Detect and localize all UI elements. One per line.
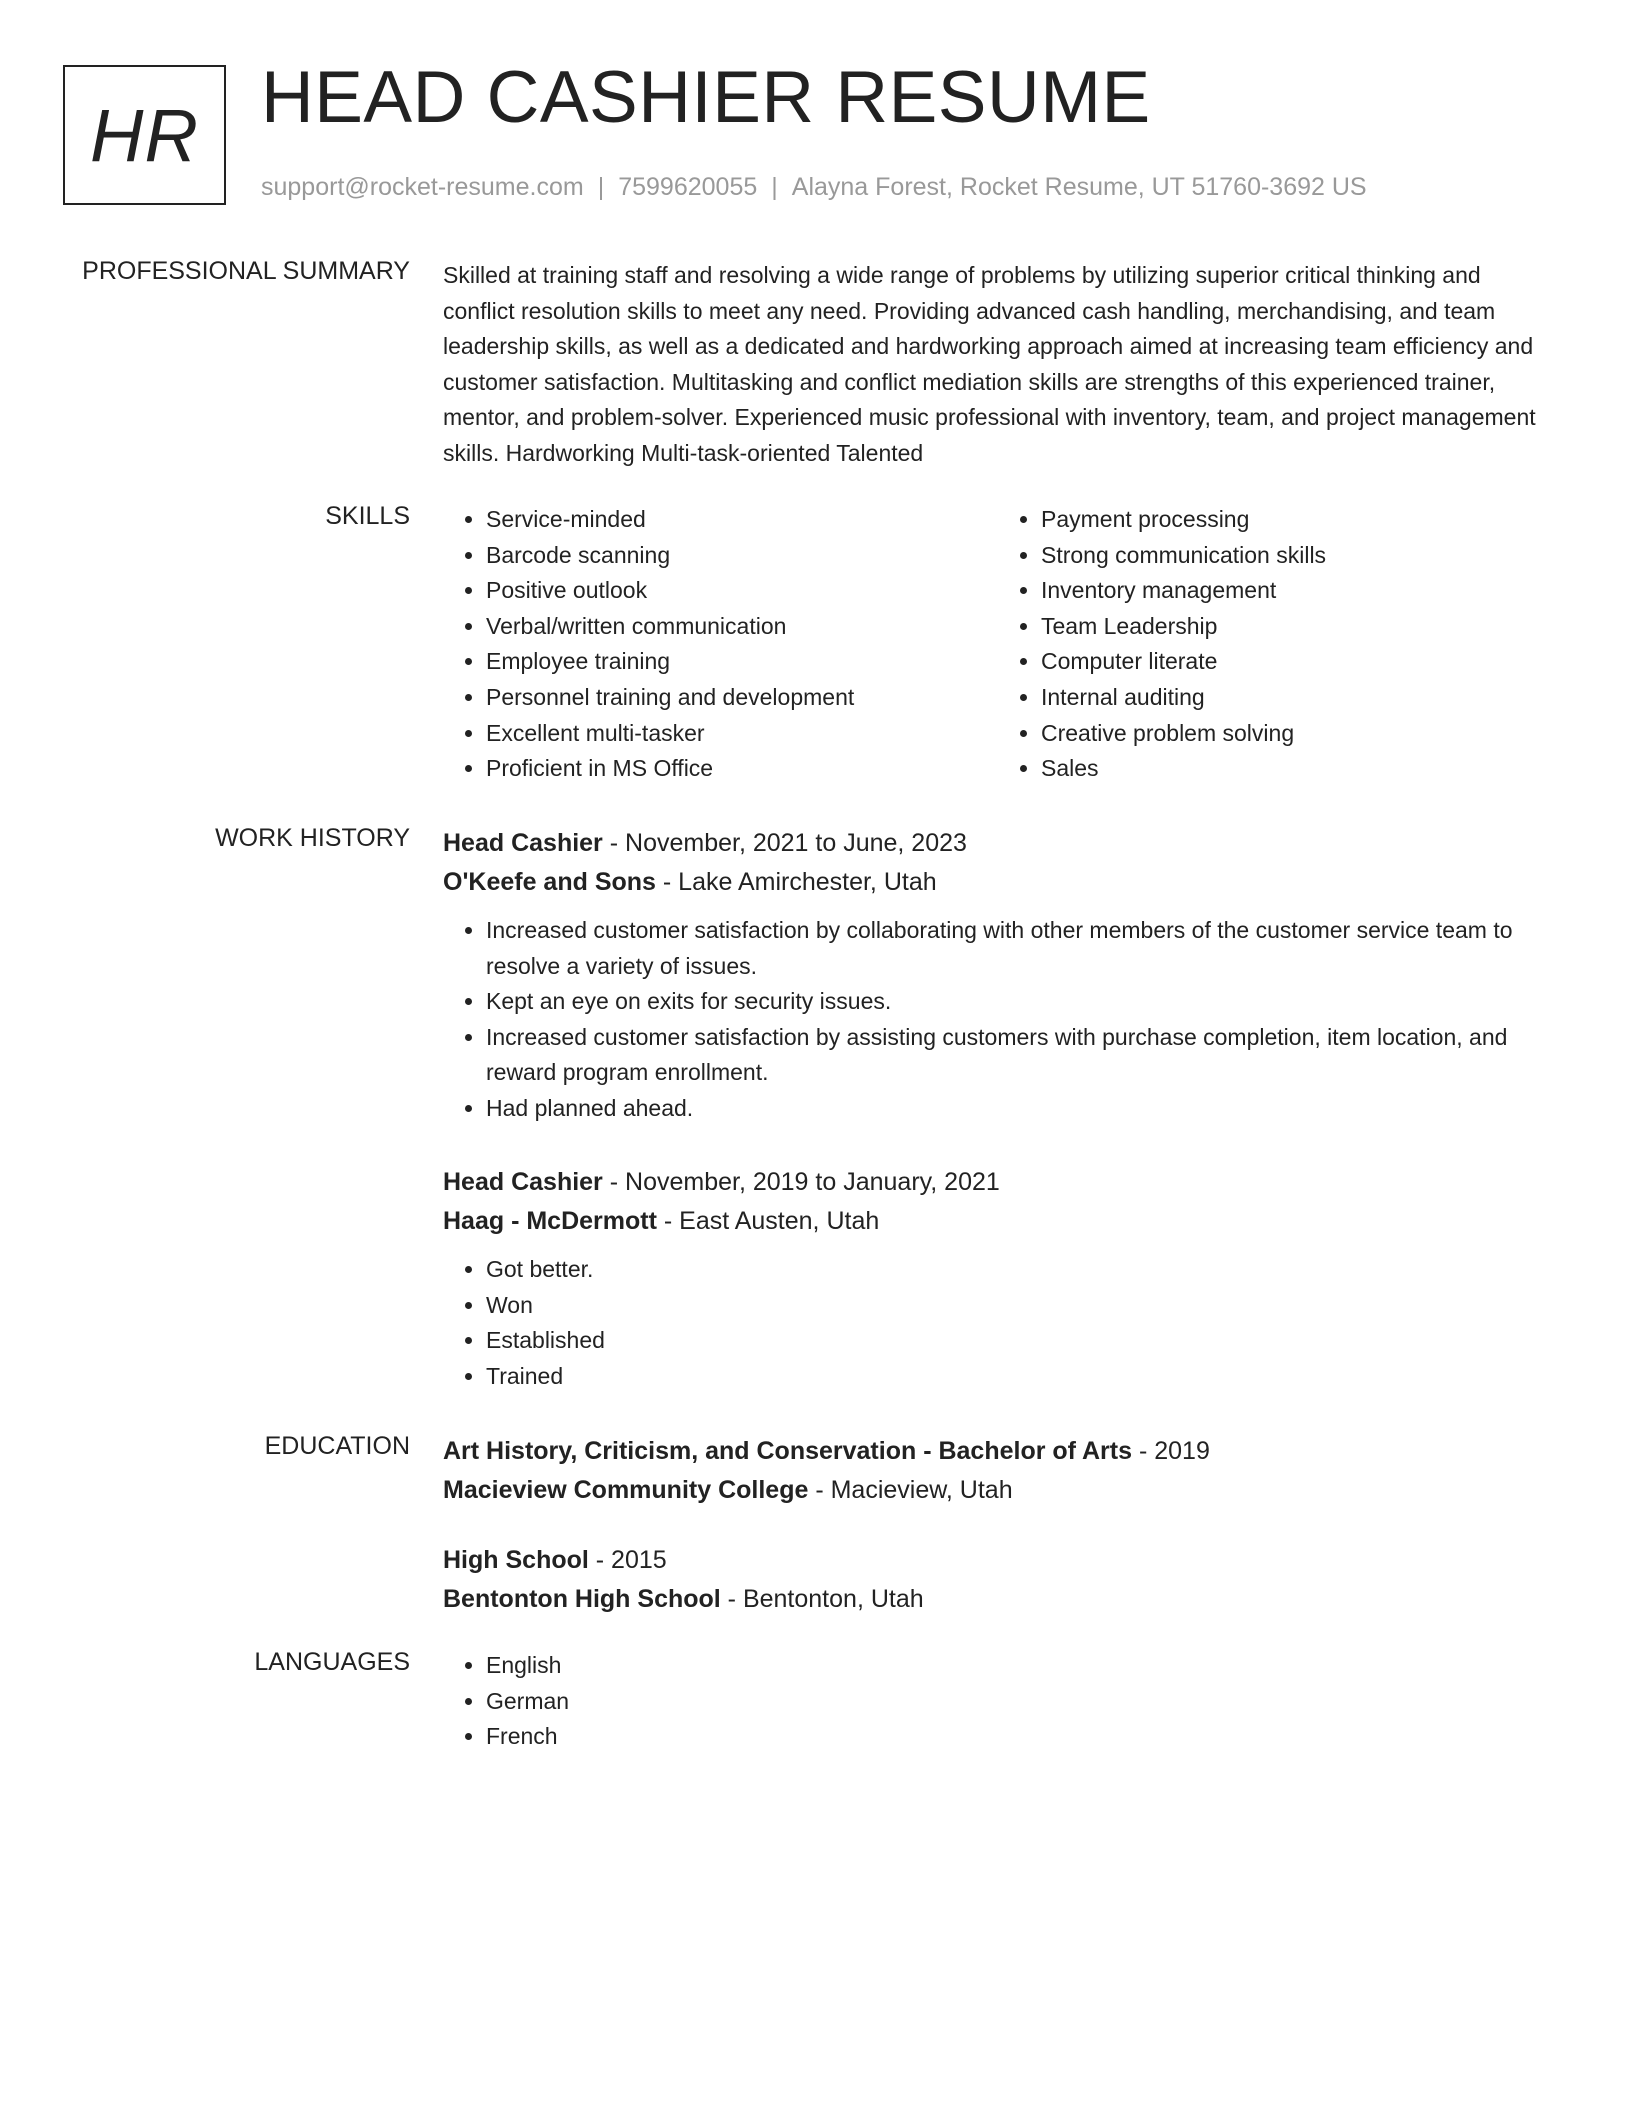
education-year: - 2015 xyxy=(588,1546,667,1574)
education-school: Macieview Community College xyxy=(443,1476,809,1504)
job-bullet: • Kept an eye on exits for security issues. xyxy=(486,984,1553,1020)
skills-content xyxy=(443,502,1553,787)
education-school-line xyxy=(443,1471,1553,1510)
monogram-logo: HR xyxy=(63,65,226,205)
section-label-education: EDUCATION xyxy=(264,1432,410,1460)
contact-separator: | xyxy=(597,173,605,201)
skill-item: • Service-minded xyxy=(486,502,998,538)
language-item: • French xyxy=(486,1719,1553,1755)
job-bullet: • Had planned ahead. xyxy=(486,1091,1553,1127)
job-entry xyxy=(443,824,1553,1127)
skills-list-left xyxy=(443,502,998,787)
section-label-languages: LANGUAGES xyxy=(254,1648,410,1676)
education-location: - Macieview, Utah xyxy=(808,1476,1013,1504)
skill-item: • Employee training xyxy=(486,644,998,680)
job-company-line xyxy=(443,863,1553,902)
job-dates: - November, 2021 to June, 2023 xyxy=(602,829,967,857)
job-location: - East Austen, Utah xyxy=(656,1207,880,1235)
contact-line xyxy=(261,173,1367,202)
contact-email[interactable]: support@rocket-resume.com xyxy=(261,173,584,201)
education-degree-line xyxy=(443,1432,1553,1471)
language-item: • German xyxy=(486,1684,1553,1720)
skill-item: • Excellent multi-tasker xyxy=(486,716,998,752)
job-title-line xyxy=(443,824,1553,863)
skill-item: • Creative problem solving xyxy=(1041,716,1553,752)
job-bullet: • Increased customer satisfaction by assisting customers with purchase completion, item location, and reward program enrollment. xyxy=(486,1020,1553,1091)
education-entry xyxy=(443,1541,1553,1619)
skill-item: • Payment processing xyxy=(1041,502,1553,538)
skill-item: • Inventory management xyxy=(1041,573,1553,609)
education-school-line xyxy=(443,1580,1553,1619)
contact-separator: | xyxy=(771,173,778,201)
skill-item: • Proficient in MS Office xyxy=(486,751,998,787)
languages-content xyxy=(443,1648,1553,1755)
skill-item: • Computer literate xyxy=(1041,644,1553,680)
education-degree: Art History, Criticism, and Conservation - Bachelor of Arts xyxy=(443,1437,1133,1465)
job-company: O'Keefe and Sons xyxy=(443,868,656,896)
job-title: Head Cashier xyxy=(443,829,603,857)
education-entry xyxy=(443,1432,1553,1510)
job-company-line xyxy=(443,1202,1553,1241)
job-bullet: • Won xyxy=(486,1288,1553,1324)
skill-item: • Positive outlook xyxy=(486,573,998,609)
skills-columns xyxy=(443,502,1553,787)
section-label-summary: PROFESSIONAL SUMMARY xyxy=(82,257,410,285)
skills-list-right xyxy=(998,502,1553,787)
job-bullets xyxy=(443,913,1553,1127)
education-location: - Bentonton, Utah xyxy=(720,1585,924,1613)
education-school: Bentonton High School xyxy=(443,1585,721,1613)
section-label-work: WORK HISTORY xyxy=(215,824,410,852)
job-bullet: • Increased customer satisfaction by collaborating with other members of the customer service team to resolve a variety of issues. xyxy=(486,913,1553,984)
job-entry xyxy=(443,1163,1553,1394)
summary-text: Skilled at training staff and resolving a wide range of problems by utilizing superior critical thinking and conflict resolution skills to meet any need. Providing advanced cash handling, merchandising, and team leadership skills, as well as a dedicated and hardworking approach aimed at increasing team efficiency and customer satisfaction. Multitasking and conflict mediation skills are strengths of this experienced trainer, mentor, and problem-solver. Experienced music professional with inventory, team, and project management skills. Hardworking Multi-task-oriented Talented xyxy=(443,262,1536,466)
skill-item: • Personnel training and development xyxy=(486,680,998,716)
job-bullet: • Established xyxy=(486,1323,1553,1359)
job-title-line xyxy=(443,1163,1553,1202)
education-degree-line xyxy=(443,1541,1553,1580)
job-bullet: • Got better. xyxy=(486,1252,1553,1288)
job-bullets xyxy=(443,1252,1553,1394)
section-label-skills: SKILLS xyxy=(325,502,410,530)
summary-content xyxy=(443,258,1553,472)
job-company: Haag - McDermott xyxy=(443,1207,657,1235)
job-dates: - November, 2019 to January, 2021 xyxy=(602,1168,1000,1196)
job-title: Head Cashier xyxy=(443,1168,603,1196)
resume-title: HEAD CASHIER RESUME xyxy=(261,57,1151,138)
language-item: • English xyxy=(486,1648,1553,1684)
skill-item: • Strong communication skills xyxy=(1041,538,1553,574)
education-degree: High School xyxy=(443,1546,589,1574)
job-bullet: • Trained xyxy=(486,1359,1553,1395)
education-year: - 2019 xyxy=(1132,1437,1210,1465)
skill-item: • Verbal/written communication xyxy=(486,609,998,645)
skill-item: • Internal auditing xyxy=(1041,680,1553,716)
contact-address: Alayna Forest, Rocket Resume, UT 51760-3692 US xyxy=(791,173,1367,201)
skill-item: • Barcode scanning xyxy=(486,538,998,574)
skill-item: • Sales xyxy=(1041,751,1553,787)
job-location: - Lake Amirchester, Utah xyxy=(655,868,937,896)
contact-phone[interactable]: 7599620055 xyxy=(618,173,758,201)
skill-item: • Team Leadership xyxy=(1041,609,1553,645)
languages-list xyxy=(443,1648,1553,1755)
